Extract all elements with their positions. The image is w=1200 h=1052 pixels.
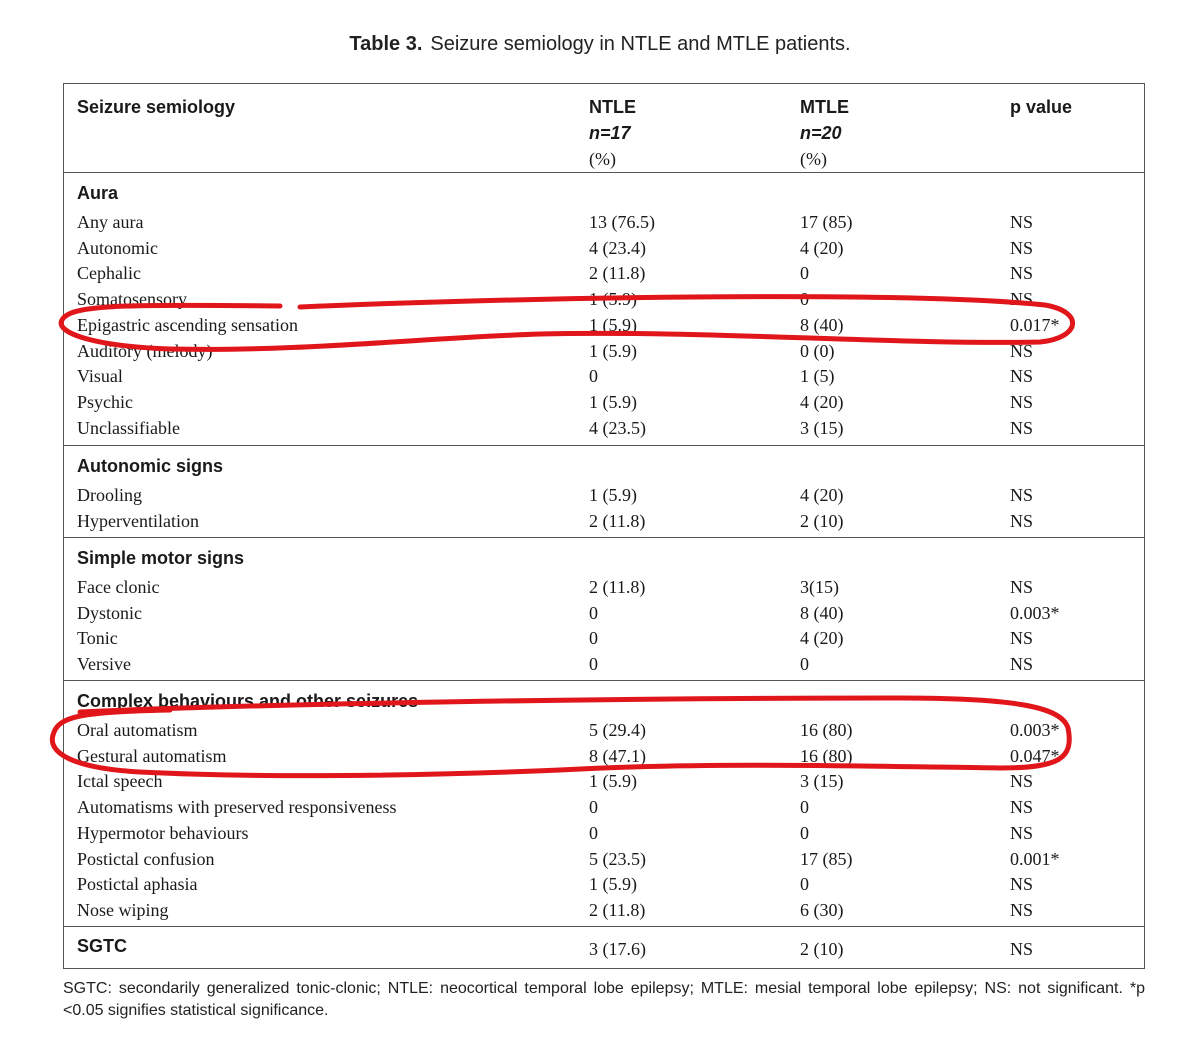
ntle-value: 1 (5.9) (589, 289, 637, 310)
ntle-value: 1 (5.9) (589, 314, 637, 335)
p-value: NS (1010, 939, 1034, 959)
ntle-value: 0 (589, 822, 598, 843)
mtle-value: 0 (800, 874, 809, 895)
table-row (64, 235, 1144, 261)
p-value: NS (1010, 391, 1034, 412)
row-label: Psychic (77, 391, 133, 412)
mtle-value: 16 (80) (800, 745, 853, 766)
ntle-value: 5 (29.4) (589, 720, 646, 740)
p-value: NS (1010, 822, 1034, 843)
header-mtle (800, 94, 849, 172)
table-row (64, 846, 1144, 872)
header-mtle-n: n=20 (800, 123, 842, 143)
p-value: NS (1010, 212, 1034, 232)
p-value: NS (1010, 899, 1034, 920)
table-row (64, 768, 1144, 794)
p-value: NS (1010, 510, 1034, 531)
mtle-value: 8 (40) (800, 602, 844, 623)
table-row (64, 936, 1144, 962)
mtle-value: 6 (30) (800, 899, 844, 920)
semiology-table (63, 83, 1145, 969)
table-section (64, 681, 1144, 927)
ntle-value: 0 (589, 797, 598, 818)
row-label: Postictal confusion (77, 848, 215, 869)
ntle-value: 4 (23.4) (589, 237, 646, 258)
table-row (64, 260, 1144, 286)
header-semiology: Seizure semiology (77, 97, 236, 117)
ntle-value: 1 (5.9) (589, 771, 637, 792)
table-section (64, 538, 1144, 681)
section-title: Autonomic signs (77, 456, 224, 476)
header-ntle (589, 94, 636, 172)
table-row (64, 651, 1144, 677)
mtle-value: 0 (800, 289, 809, 310)
p-value: NS (1010, 654, 1034, 675)
caption-label: Table 3. (349, 33, 423, 55)
mtle-value: 1 (5) (800, 366, 835, 387)
mtle-value: 4 (20) (800, 485, 844, 505)
mtle-value: 4 (20) (800, 391, 844, 412)
table-row (64, 871, 1144, 897)
ntle-value: 2 (11.8) (589, 577, 646, 597)
ntle-value: 0 (589, 654, 598, 675)
p-value: NS (1010, 263, 1034, 284)
mtle-value: 0 (0) (800, 340, 835, 361)
section-title: SGTC (77, 936, 128, 956)
table-row (64, 743, 1144, 769)
p-value: NS (1010, 577, 1034, 597)
header-ntle-pct: (%) (589, 149, 616, 169)
p-value: NS (1010, 417, 1034, 438)
mtle-value: 2 (10) (800, 939, 844, 959)
p-value: NS (1010, 485, 1034, 505)
header-p-value: p value (1010, 97, 1073, 117)
p-value: NS (1010, 340, 1034, 361)
ntle-value: 2 (11.8) (589, 263, 646, 284)
row-label: Oral automatism (77, 720, 198, 740)
row-label: Dystonic (77, 602, 142, 623)
p-value: NS (1010, 628, 1034, 649)
row-label: Somatosensory (77, 289, 187, 310)
table-row (64, 389, 1144, 415)
mtle-value: 0 (800, 654, 809, 675)
table-row (64, 717, 1144, 743)
table-row (64, 363, 1144, 389)
p-value: 0.003* (1010, 602, 1060, 623)
caption-text: Seizure semiology in NTLE and MTLE patients. (430, 33, 851, 55)
p-value: NS (1010, 797, 1034, 818)
table-row (64, 338, 1144, 364)
mtle-value: 17 (85) (800, 848, 853, 869)
table-row (64, 286, 1144, 312)
ntle-value: 1 (5.9) (589, 874, 637, 895)
mtle-value: 4 (20) (800, 628, 844, 649)
row-label: Gestural automatism (77, 745, 227, 766)
ntle-value: 0 (589, 366, 598, 387)
table-row (64, 625, 1144, 651)
table-row (64, 820, 1144, 846)
section-title: Aura (77, 183, 119, 203)
row-label: Tonic (77, 628, 118, 649)
ntle-value: 2 (11.8) (589, 510, 646, 531)
row-label: Any aura (77, 212, 144, 232)
ntle-value: 13 (76.5) (589, 212, 655, 232)
ntle-value: 4 (23.5) (589, 417, 646, 438)
table-section (64, 446, 1144, 538)
mtle-value: 16 (80) (800, 720, 853, 740)
p-value: NS (1010, 237, 1034, 258)
table-section (64, 927, 1144, 970)
table-row (64, 312, 1144, 338)
table-caption (0, 33, 1200, 56)
p-value: NS (1010, 366, 1034, 387)
table-footnote: SGTC: secondarily generalized tonic-clonic; NTLE: neocortical temporal lobe epilepsy; MTLE: mesial temporal lobe epilepsy; NS: not significant. *p <0.05 signifies statistical significance. (63, 980, 1145, 1019)
header-ntle-n: n=17 (589, 123, 631, 143)
p-value: 0.017* (1010, 314, 1060, 335)
table-row (64, 209, 1144, 235)
p-value: 0.047* (1010, 745, 1060, 766)
table-section (64, 173, 1144, 446)
p-value: 0.001* (1010, 848, 1060, 869)
table-row (64, 574, 1144, 600)
section-title: Complex behaviours and other seizures (77, 691, 419, 711)
header-ntle-title: NTLE (589, 97, 636, 117)
section-title: Simple motor signs (77, 548, 245, 568)
table-row (64, 600, 1144, 626)
ntle-value: 1 (5.9) (589, 485, 637, 505)
mtle-value: 0 (800, 263, 809, 284)
row-label: Epigastric ascending sensation (77, 314, 298, 335)
table-row (64, 415, 1144, 441)
p-value: 0.003* (1010, 720, 1060, 740)
row-label: Auditory (melody) (77, 340, 213, 361)
row-label: Drooling (77, 485, 142, 505)
row-label: Visual (77, 366, 123, 387)
header-mtle-title: MTLE (800, 97, 849, 117)
header-mtle-pct: (%) (800, 149, 827, 169)
row-label: Automatisms with preserved responsiveness (77, 797, 397, 818)
table-header (64, 84, 1144, 173)
row-label: Hyperventilation (77, 510, 199, 531)
table-row (64, 508, 1144, 534)
table-row (64, 794, 1144, 820)
p-value: NS (1010, 289, 1034, 310)
row-label: Face clonic (77, 577, 160, 597)
mtle-value: 3 (15) (800, 771, 844, 792)
ntle-value: 1 (5.9) (589, 340, 637, 361)
ntle-value: 5 (23.5) (589, 848, 646, 869)
mtle-value: 3 (15) (800, 417, 844, 438)
ntle-value: 0 (589, 628, 598, 649)
ntle-value: 3 (17.6) (589, 939, 646, 959)
ntle-value: 2 (11.8) (589, 899, 646, 920)
mtle-value: 17 (85) (800, 212, 853, 232)
ntle-value: 1 (5.9) (589, 391, 637, 412)
mtle-value: 4 (20) (800, 237, 844, 258)
row-label: Versive (77, 654, 131, 675)
ntle-value: 0 (589, 602, 598, 623)
row-label: Postictal aphasia (77, 874, 198, 895)
row-label: Ictal speech (77, 771, 163, 792)
table-row (64, 897, 1144, 923)
row-label: Hypermotor behaviours (77, 822, 249, 843)
row-label: Unclassifiable (77, 417, 180, 438)
row-label: Cephalic (77, 263, 141, 284)
row-label: Autonomic (77, 237, 158, 258)
table-row (64, 482, 1144, 508)
p-value: NS (1010, 874, 1034, 895)
mtle-value: 3(15) (800, 577, 839, 597)
ntle-value: 8 (47.1) (589, 745, 646, 766)
p-value: NS (1010, 771, 1034, 792)
mtle-value: 0 (800, 822, 809, 843)
mtle-value: 2 (10) (800, 510, 844, 531)
mtle-value: 8 (40) (800, 314, 844, 335)
row-label: Nose wiping (77, 899, 169, 920)
mtle-value: 0 (800, 797, 809, 818)
